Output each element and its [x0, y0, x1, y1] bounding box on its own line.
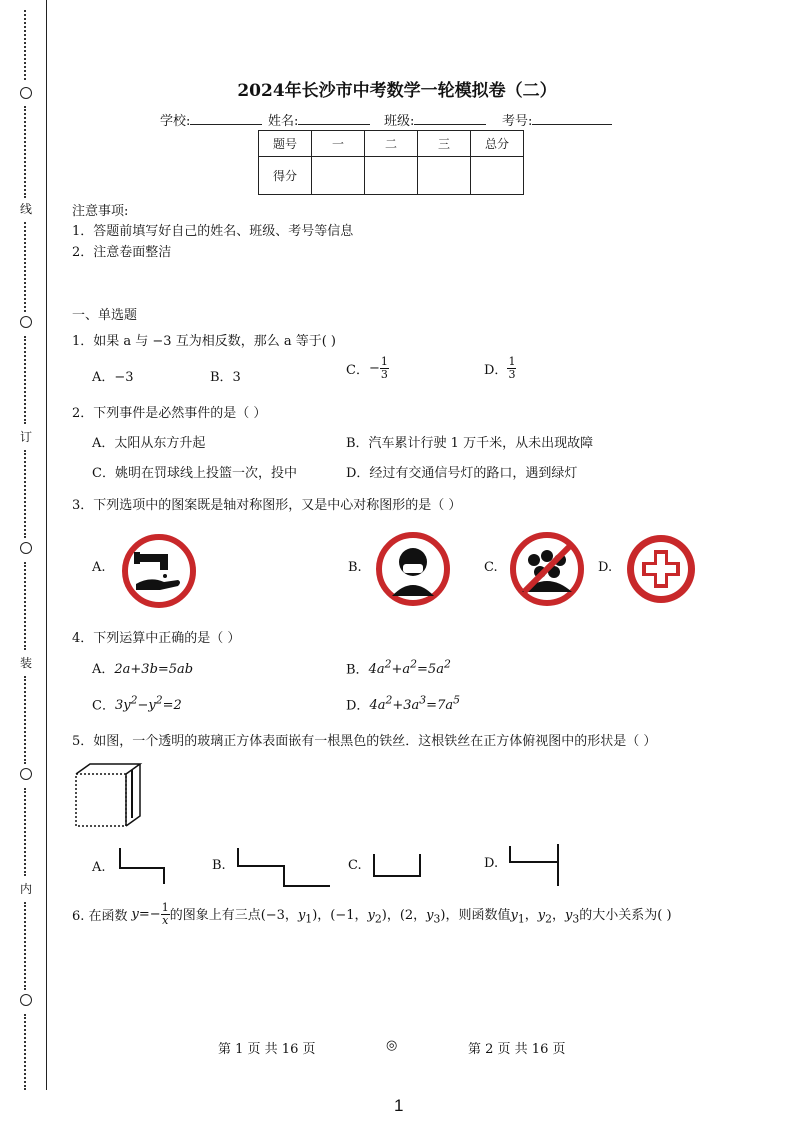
- binding-hole-icon: [20, 316, 32, 328]
- footer-page-right: 第 2 页 共 16 页: [468, 1042, 566, 1057]
- q5-shape-b: [234, 844, 334, 888]
- binding-dots: [24, 450, 28, 538]
- binding-line: [46, 0, 47, 1090]
- binding-hole-icon: [20, 768, 32, 780]
- notes-item: 1．答题前填写好自己的姓名、班级、考号等信息: [72, 224, 354, 239]
- notes-item: 2．注意卷面整洁: [72, 245, 172, 260]
- score-header-cell: 二: [365, 131, 418, 157]
- q3-option-c[interactable]: C.: [484, 560, 498, 575]
- question-2-stem: 2．下列事件是必然事件的是（ ）: [72, 406, 267, 421]
- q5-shape-a: [116, 844, 168, 886]
- q3-option-a[interactable]: A.: [92, 560, 106, 575]
- binding-char-ding: 订: [19, 430, 32, 444]
- question-5-stem: 5．如图，一个透明的玻璃正方体表面嵌有一根黑色的铁丝．这根铁丝在正方体俯视图中的形状是（ ）: [72, 734, 657, 749]
- binding-dots: [24, 336, 28, 424]
- class-label: 班级:: [384, 114, 415, 129]
- q4-option-c[interactable]: [92, 694, 182, 713]
- exam-title: 2024年长沙市中考数学一轮模拟卷（二）: [237, 81, 557, 101]
- binding-dots: [24, 222, 28, 312]
- fraction-denominator: 3: [380, 368, 388, 381]
- page-number: 1: [394, 1096, 404, 1115]
- q5-option-c[interactable]: C.: [348, 858, 362, 873]
- q1-option-b[interactable]: B．3: [210, 370, 241, 385]
- binding-dots: [24, 902, 28, 990]
- name-label: 姓名:: [268, 114, 299, 129]
- score-header-cell: 题号: [259, 131, 312, 157]
- score-table: [258, 130, 524, 195]
- q4-option-d-expression: $4a^2+3a^3=7a^5$: [369, 694, 460, 714]
- binding-dots: [24, 676, 28, 764]
- binding-dots: [24, 562, 28, 650]
- score-cell[interactable]: [365, 157, 418, 195]
- score-header-cell: 三: [418, 131, 471, 157]
- q5-option-a[interactable]: A.: [92, 860, 106, 875]
- fraction: [507, 356, 516, 381]
- q5-shape-c: [370, 850, 424, 880]
- score-row-label: 得分: [259, 157, 312, 195]
- red-cross-icon: [622, 530, 700, 608]
- question-4-stem: 4．下列运算中正确的是（ ）: [72, 631, 241, 646]
- fraction-numerator: 1: [161, 901, 169, 914]
- q1-option-c-sign: −: [368, 361, 380, 376]
- binding-margin: [0, 0, 50, 1124]
- q6-stem-start: 6. 在函数: [72, 909, 128, 924]
- q4-option-c-expression: $3y^2-y^2=2$: [114, 694, 182, 714]
- binding-hole-icon: [20, 542, 32, 554]
- q1-option-d[interactable]: [484, 356, 516, 381]
- fraction: [380, 356, 389, 381]
- fraction-denominator: x: [162, 914, 169, 927]
- q4-option-a-expression: 2a+3b=5ab: [114, 662, 194, 677]
- binding-char-nei: 内: [19, 882, 32, 896]
- score-cell[interactable]: [312, 157, 365, 195]
- q1-option-a[interactable]: A．−3: [92, 370, 134, 385]
- fraction-denominator: 3: [508, 368, 516, 381]
- binding-dots: [24, 788, 28, 876]
- q3-option-b[interactable]: B.: [348, 560, 362, 575]
- binding-dots: [24, 106, 28, 198]
- q1-option-d-label: D．: [484, 363, 508, 378]
- footer-separator-icon: ◎: [386, 1038, 398, 1053]
- score-header-cell: 一: [312, 131, 365, 157]
- q2-option-d[interactable]: D．经过有交通信号灯的路口，遇到绿灯: [346, 466, 578, 481]
- binding-hole-icon: [20, 994, 32, 1006]
- score-header-cell: 总分: [471, 131, 524, 157]
- q1-option-c[interactable]: [346, 356, 389, 381]
- q6-points: 的图象上有三点(−3，$y_1$)，(−1，$y_2$)，(2，$y_3$)，则函数值$y_1$，$y_2$，$y_3$的大小关系为( ): [169, 907, 672, 926]
- q4-option-d[interactable]: [346, 694, 460, 713]
- q5-option-d[interactable]: D.: [484, 856, 499, 871]
- question-3-stem: 3．下列选项中的图案既是轴对称图形，又是中心对称图形的是（ ）: [72, 498, 462, 513]
- q5-option-b[interactable]: B.: [212, 858, 226, 873]
- fraction-numerator: 1: [508, 355, 516, 368]
- binding-dots: [24, 1014, 28, 1090]
- class-field[interactable]: [384, 110, 486, 129]
- binding-dots: [24, 10, 28, 80]
- school-field[interactable]: [160, 110, 262, 129]
- question-1-stem: 1．如果 a 与 −3 互为相反数，那么 a 等于( ): [72, 334, 337, 349]
- fraction-numerator: 1: [380, 355, 388, 368]
- q4-option-b-expression: $4a^2+a^2=5a^2$: [368, 658, 451, 678]
- name-field[interactable]: [268, 110, 370, 129]
- q4-option-a-label: A．: [92, 662, 115, 677]
- school-label: 学校:: [160, 114, 191, 129]
- q4-option-a[interactable]: [92, 658, 193, 677]
- q2-option-b[interactable]: B．汽车累计行驶 1 万千米，从未出现故障: [346, 436, 594, 451]
- q6-function-lhs: y=−: [131, 907, 161, 922]
- q4-option-d-label: D．: [346, 698, 370, 714]
- binding-char-zhuang: 装: [19, 656, 32, 670]
- no-crowd-icon: [508, 530, 586, 608]
- binding-char-xian: 线: [19, 202, 32, 216]
- q1-option-c-label: C．: [346, 363, 369, 378]
- notes-title: 注意事项:: [72, 204, 129, 219]
- exam-number-label: 考号:: [502, 114, 533, 129]
- faucet-hand-icon: [120, 532, 198, 610]
- exam-number-field[interactable]: [502, 110, 612, 129]
- masked-person-icon: [374, 530, 452, 608]
- q3-option-d[interactable]: D.: [598, 560, 613, 575]
- footer-page-left: 第 1 页 共 16 页: [218, 1042, 316, 1057]
- fraction: [161, 902, 170, 927]
- score-cell[interactable]: [471, 157, 524, 195]
- q2-option-a[interactable]: A．太阳从东方升起: [92, 436, 206, 451]
- question-6-stem: [72, 902, 672, 927]
- q4-option-b[interactable]: [346, 658, 451, 677]
- q4-option-b-label: B．: [346, 662, 369, 678]
- glass-cube-figure: [72, 760, 144, 832]
- q4-option-c-label: C．: [92, 698, 115, 714]
- q5-shape-d: [506, 842, 562, 888]
- score-cell[interactable]: [418, 157, 471, 195]
- q2-option-c[interactable]: C．姚明在罚球线上投篮一次，投中: [92, 466, 297, 481]
- section-title: 一、单选题: [72, 308, 138, 323]
